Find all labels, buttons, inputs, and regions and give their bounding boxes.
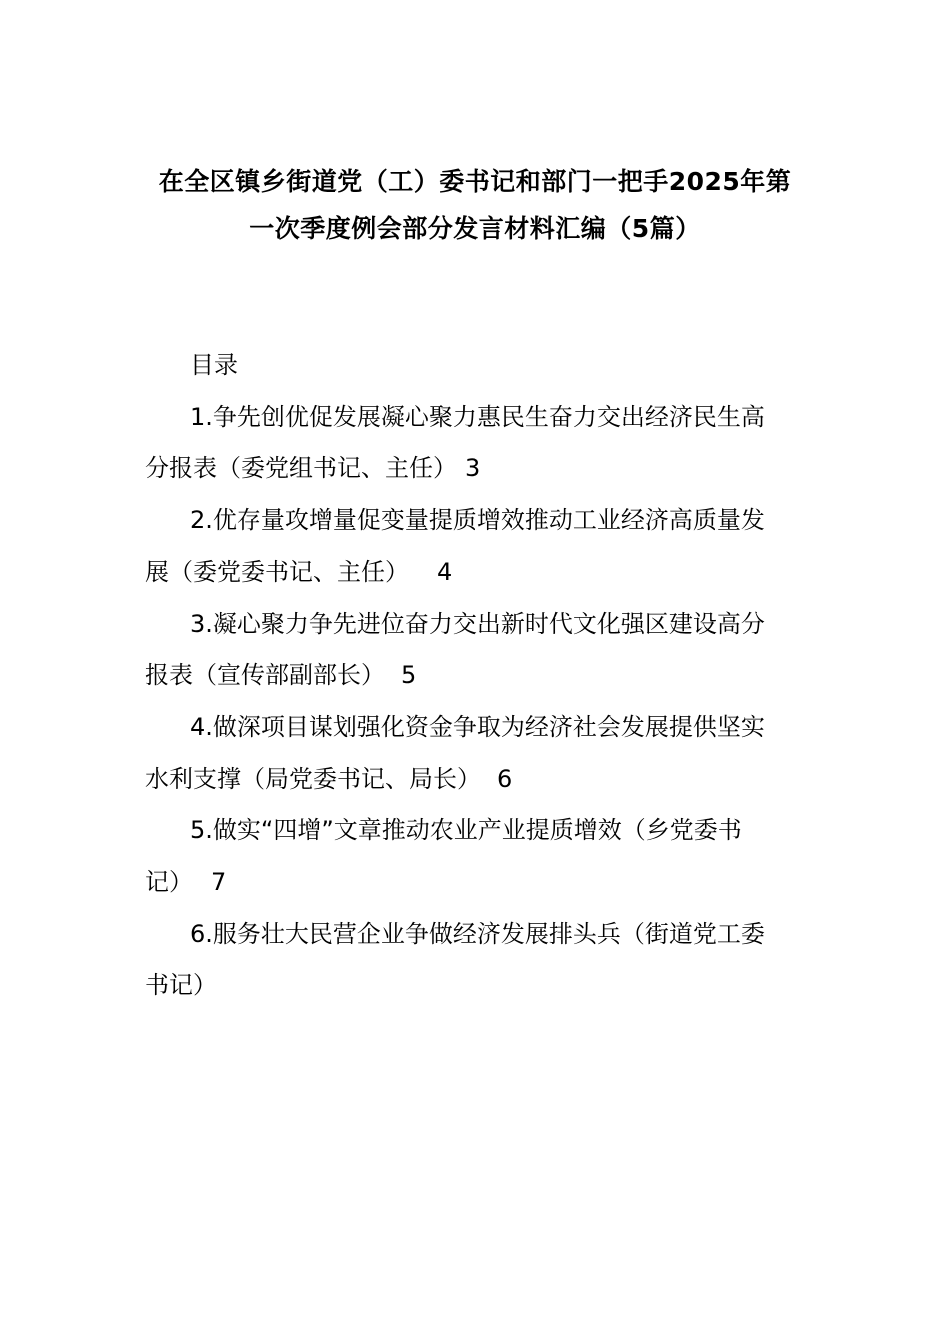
title-line-1: 在全区镇乡街道党（工）委书记和部门一把手2025年第 [158, 167, 792, 196]
toc-entry-2[interactable] [145, 495, 810, 598]
toc-entry-5[interactable] [145, 805, 810, 908]
table-of-contents [145, 340, 810, 1012]
toc-entry-page-number: 7 [211, 868, 227, 897]
toc-entry-title-line: 4.做深项目谋划强化资金争取为经济社会发展提供坚实 [190, 712, 765, 741]
toc-entry-title-line: 水利支撑（局党委书记、局长） [145, 764, 481, 793]
toc-entry-6[interactable] [145, 909, 810, 1012]
toc-entry-4[interactable] [145, 702, 810, 805]
toc-entry-title-line: 分报表（委党组书记、主任） [145, 454, 457, 483]
toc-entry-title-line: 1.争先创优促发展凝心聚力惠民生奋力交出经济民生高 [190, 402, 765, 431]
toc-entry-title-line: 展（委党委书记、主任） [145, 557, 409, 586]
toc-entry-title-line: 3.凝心聚力争先进位奋力交出新时代文化强区建设高分 [190, 609, 765, 638]
toc-heading: 目录 [190, 351, 238, 379]
toc-entry-title-line: 6.服务壮大民营企业争做经济发展排头兵（街道党工委 [190, 919, 765, 948]
toc-entry-1[interactable] [145, 392, 810, 495]
toc-entry-title-line: 5.做实“四增”文章推动农业产业提质增效（乡党委书 [190, 816, 742, 845]
toc-entry-title-line: 2.优存量攻增量促变量提质增效推动工业经济高质量发 [190, 506, 765, 535]
title-line-2: 一次季度例会部分发言材料汇编（5篇） [249, 214, 701, 243]
toc-entry-3[interactable] [145, 599, 810, 702]
toc-entry-page-number: 5 [401, 661, 417, 690]
toc-entry-title-line: 报表（宣传部副部长） [145, 661, 385, 690]
document-title [130, 158, 820, 252]
toc-entry-title-line: 记） [145, 868, 193, 897]
toc-entry-page-number: 3 [465, 454, 481, 483]
toc-entry-page-number: 4 [437, 557, 453, 586]
toc-entry-title-line: 书记） [145, 971, 217, 1000]
toc-entry-page-number: 6 [497, 764, 513, 793]
